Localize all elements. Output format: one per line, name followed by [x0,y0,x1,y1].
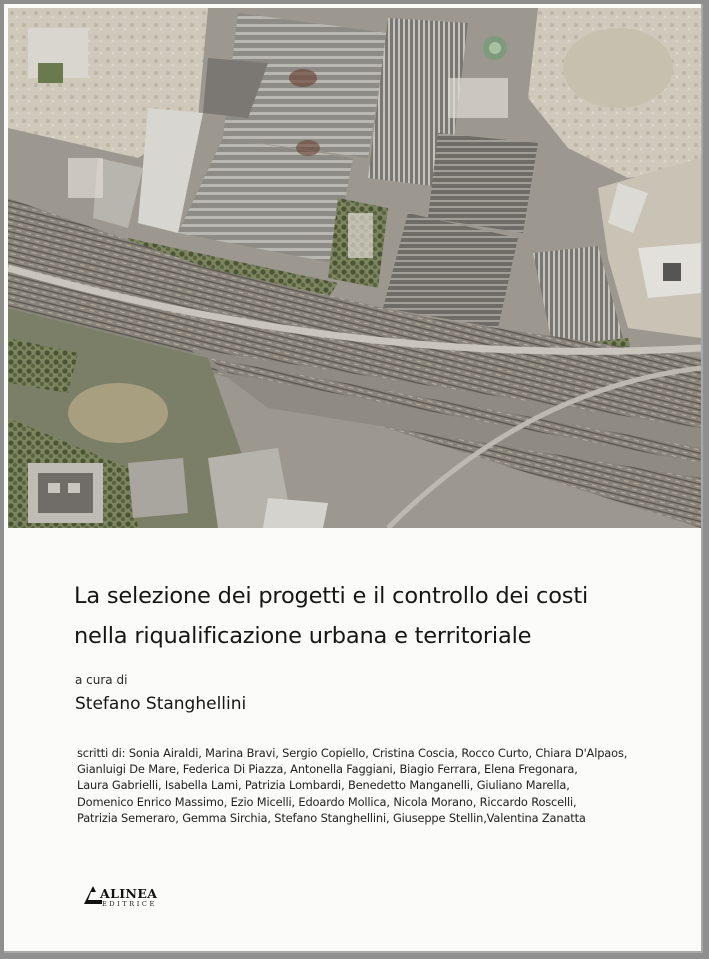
title-line-2: nella riqualificazione urbana e territoriale [74,623,532,649]
book-cover [4,4,703,953]
contributors-line: Patrizia Semeraro, Gemma Sirchia, Stefano Stanghellini, Giuseppe Stellin,Valentina Zanatta [77,810,586,825]
contributors-line: Domenico Enrico Massimo, Ezio Micelli, Edoardo Mollica, Nicola Morano, Riccardo Roscelli, [77,794,577,809]
aerial-photo [8,8,701,528]
contributors-line: Laura Gabrielli, Isabella Lami, Patrizia Lombardi, Benedetto Manganelli, Giuliano Marella, [77,778,570,793]
title-line-1: La selezione dei progetti e il controllo dei costi [74,583,588,609]
editor-label: a cura di [75,673,128,687]
publisher-name: ALINEA [100,886,158,901]
contributors-line: scritti di: Sonia Airaldi, Marina Bravi, Sergio Copiello, Cristina Coscia, Rocco Curto, Chiara D'Alpaos, [77,746,628,760]
publisher-subtitle: EDITRICE [102,900,157,908]
contributors-list [77,745,697,826]
publisher-logo [82,884,182,910]
aerial-rail-yard-image [8,8,701,528]
contributors-line: Gianluigi De Mare, Federica Di Piazza, Antonella Faggiani, Biagio Ferrara, Elena Fregonara, [77,762,578,777]
book-title [74,576,694,656]
editor-name: Stefano Stanghellini [75,694,247,714]
